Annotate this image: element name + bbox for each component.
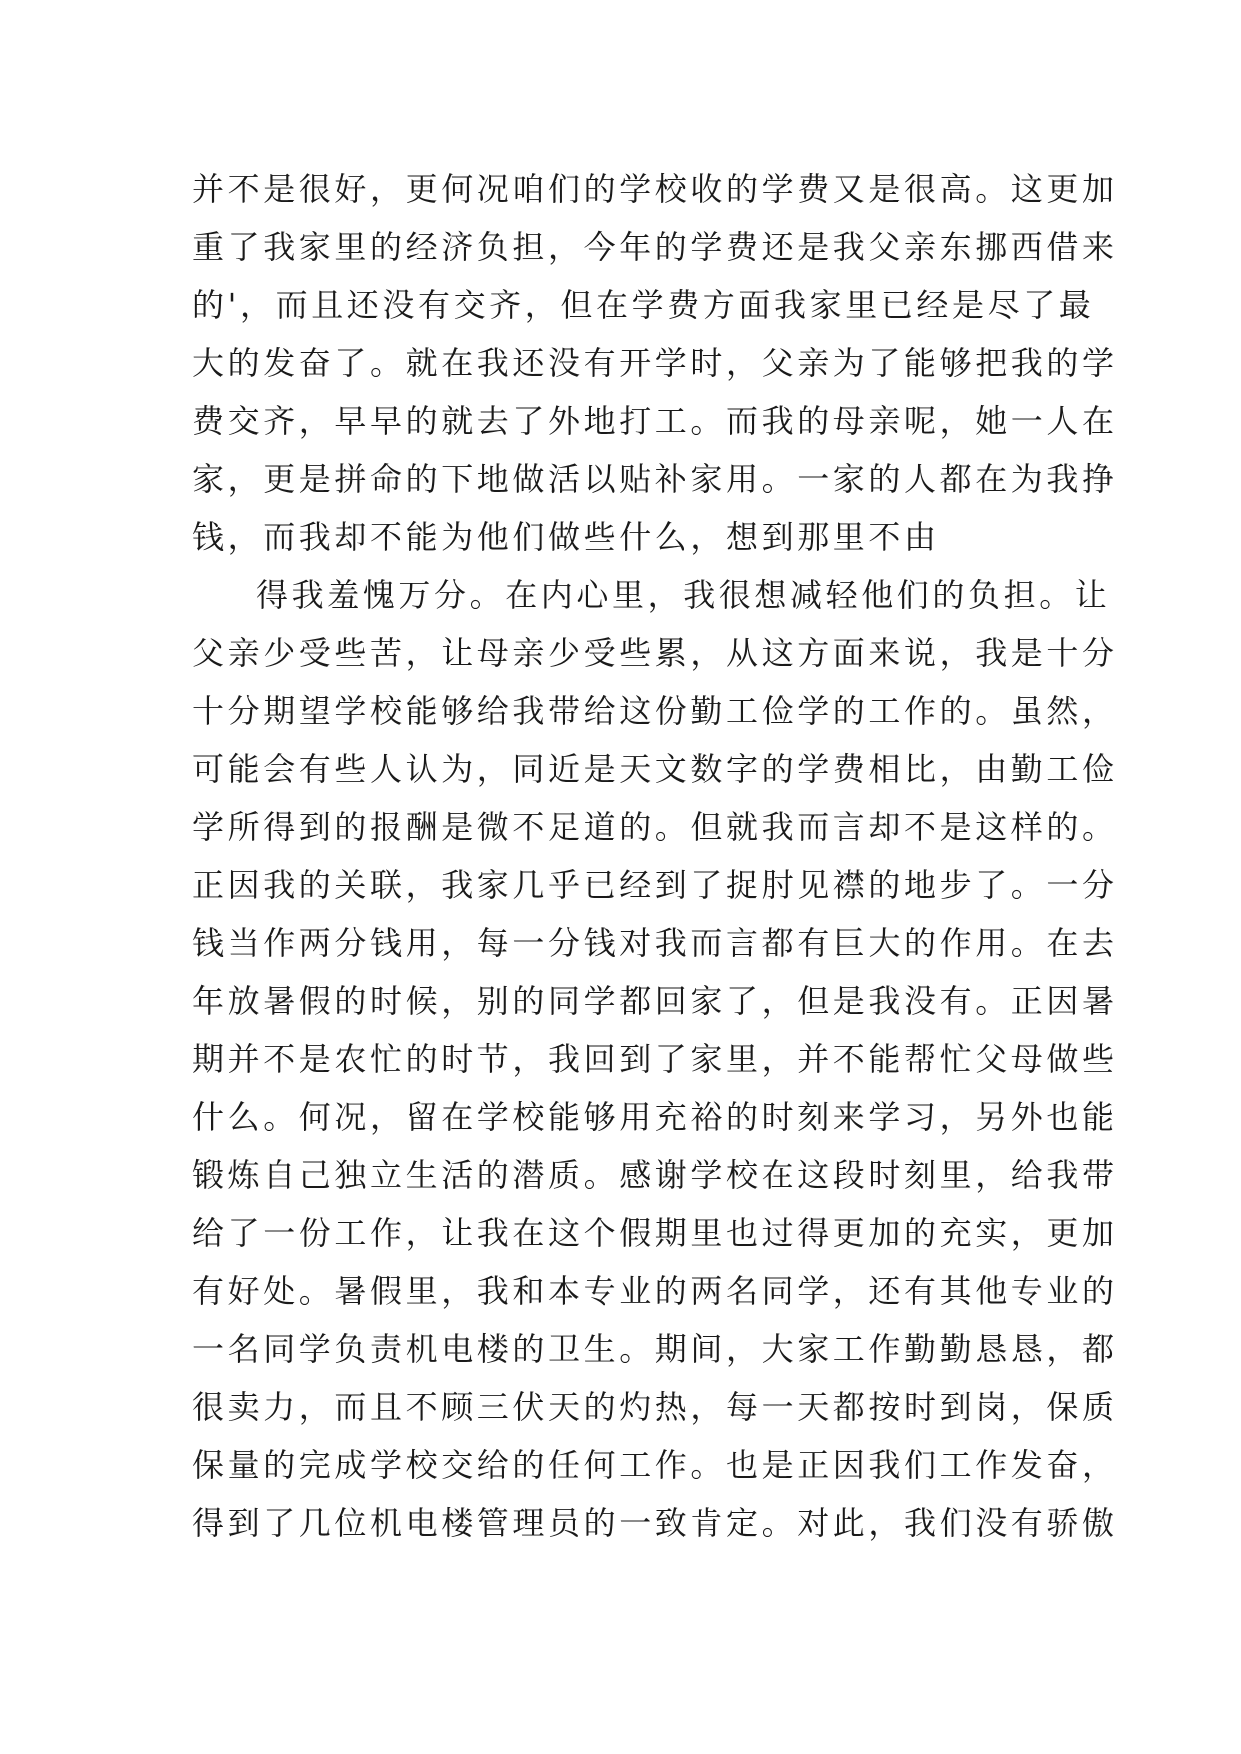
- text-line: 并不是很好，更何况咱们的学校收的学费又是很高。这更加: [192, 170, 1118, 208]
- paragraph: [192, 566, 1118, 1552]
- text-line: 有好处。暑假里，我和本专业的两名同学，还有其他专业的: [192, 1272, 1118, 1310]
- text-line: 一名同学负责机电楼的卫生。期间，大家工作勤勤恳恳，都: [192, 1330, 1118, 1368]
- text-line: 家，更是拼命的下地做活以贴补家用。一家的人都在为我挣: [192, 460, 1118, 498]
- text-line: 锻炼自己独立生活的潜质。感谢学校在这段时刻里，给我带: [192, 1156, 1118, 1194]
- text-line: 得到了几位机电楼管理员的一致肯定。对此，我们没有骄傲: [192, 1504, 1118, 1542]
- text-line: 保量的完成学校交给的任何工作。也是正因我们工作发奋，: [192, 1446, 1118, 1484]
- text-line: 重了我家里的经济负担，今年的学费还是我父亲东挪西借来: [192, 228, 1118, 266]
- text-line: 学所得到的报酬是微不足道的。但就我而言却不是这样的。: [192, 808, 1118, 846]
- text-line: 钱当作两分钱用，每一分钱对我而言都有巨大的作用。在去: [192, 924, 1118, 962]
- text-line: 给了一份工作，让我在这个假期里也过得更加的充实，更加: [192, 1214, 1118, 1252]
- text-line: 期并不是农忙的时节，我回到了家里，并不能帮忙父母做些: [192, 1040, 1118, 1078]
- text-line: 大的发奋了。就在我还没有开学时，父亲为了能够把我的学: [192, 344, 1118, 382]
- text-line: 父亲少受些苦，让母亲少受些累，从这方面来说，我是十分: [192, 634, 1118, 672]
- body-text: [192, 160, 1118, 1552]
- text-line: 很卖力，而且不顾三伏天的灼热，每一天都按时到岗，保质: [192, 1388, 1118, 1426]
- text-line: 可能会有些人认为，同近是天文数字的学费相比，由勤工俭: [192, 750, 1118, 788]
- text-line: 正因我的关联，我家几乎已经到了捉肘见襟的地步了。一分: [192, 866, 1118, 904]
- text-line: 什么。何况，留在学校能够用充裕的时刻来学习，另外也能: [192, 1098, 1118, 1136]
- text-line: 钱，而我却不能为他们做些什么，想到那里不由: [192, 518, 940, 556]
- paragraph: [192, 160, 1118, 566]
- text-line: 费交齐，早早的就去了外地打工。而我的母亲呢，她一人在: [192, 402, 1118, 440]
- text-line: 的'，而且还没有交齐，但在学费方面我家里已经是尽了最: [192, 286, 1095, 324]
- text-line: 得我羞愧万分。在内心里，我很想减轻他们的负担。让: [256, 576, 1111, 614]
- text-line: 年放暑假的时候，别的同学都回家了，但是我没有。正因暑: [192, 982, 1118, 1020]
- text-line: 十分期望学校能够给我带给这份勤工俭学的工作的。虽然，: [192, 692, 1118, 730]
